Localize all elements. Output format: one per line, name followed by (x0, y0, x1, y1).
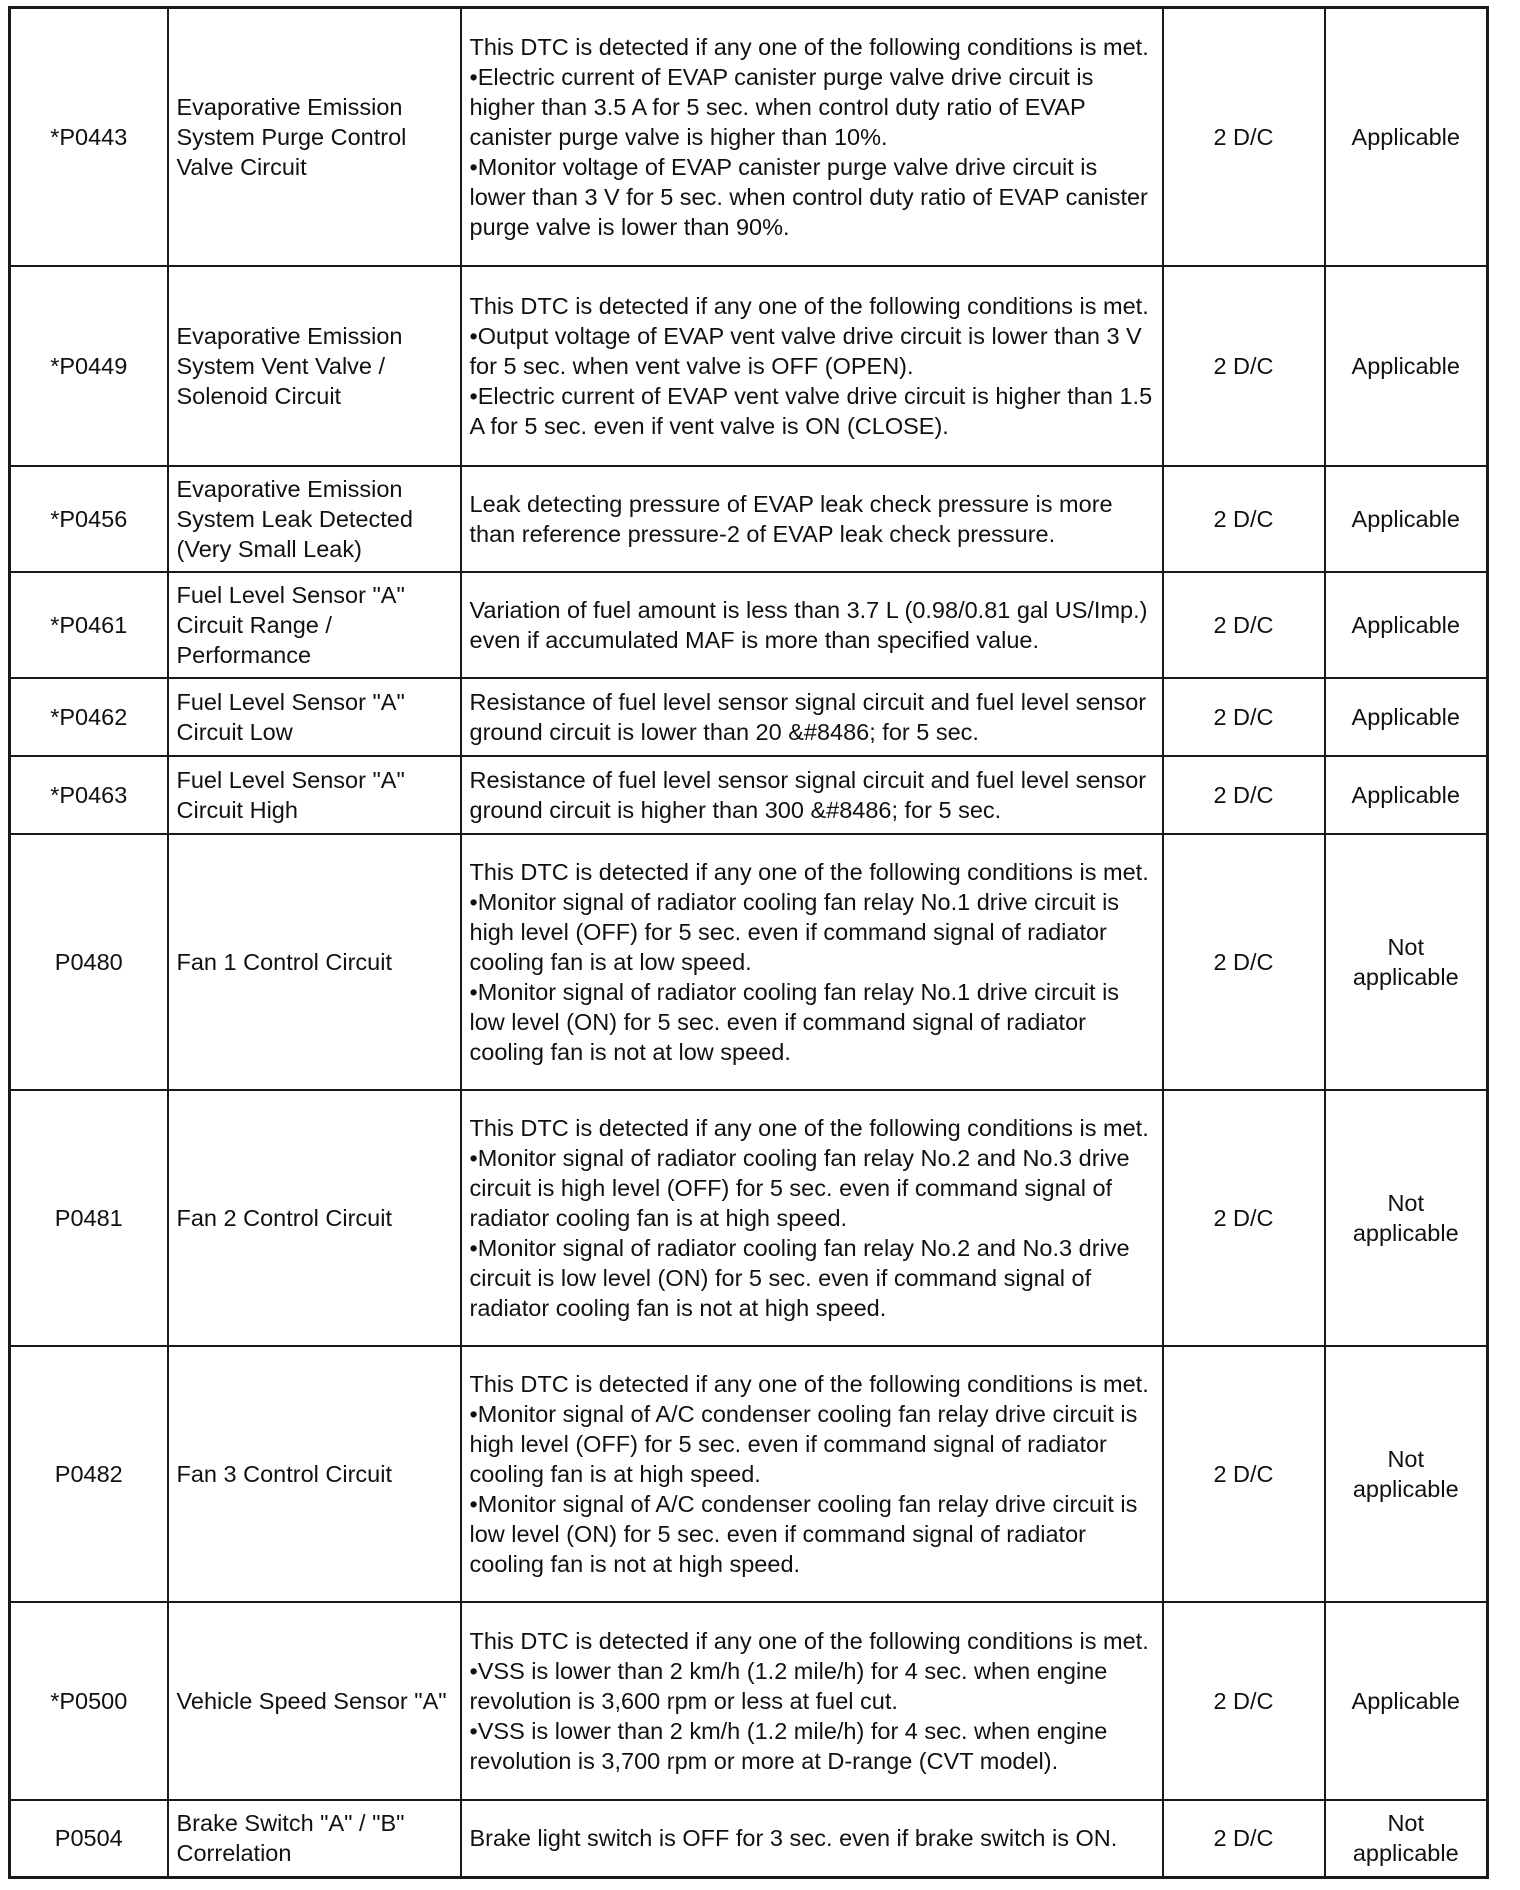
trip-cell: 2 D/C (1163, 834, 1325, 1090)
condition-line: •VSS is lower than 2 km/h (1.2 mile/h) for 4 sec. when engine revolution is 3,700 rpm or more at D-range (CVT model). (469, 1717, 1108, 1774)
condition-line: Resistance of fuel level sensor signal circuit and fuel level sensor ground circuit is lower than 20 &#8486; for 5 sec. (469, 688, 1147, 745)
condition-line: Resistance of fuel level sensor signal circuit and fuel level sensor ground circuit is higher than 300 &#8486; for 5 sec. (469, 766, 1147, 823)
detection-condition-cell (461, 466, 1163, 572)
dtc-code-cell: P0481 (10, 1090, 168, 1346)
dtc-name-cell: Fuel Level Sensor "A" Circuit Range / Performance (168, 572, 461, 678)
mil-cell: Not applicable (1325, 1346, 1488, 1602)
condition-line: •Monitor signal of radiator cooling fan relay No.2 and No.3 drive circuit is high level (OFF) for 5 sec. even if command signal of radiator cooling fan is at high speed. (469, 1144, 1130, 1231)
mil-cell: Applicable (1325, 1602, 1488, 1800)
condition-line: This DTC is detected if any one of the following conditions is met. (469, 292, 1149, 319)
dtc-code-cell: P0482 (10, 1346, 168, 1602)
detection-condition-cell (461, 1800, 1163, 1878)
dtc-code-cell: *P0463 (10, 756, 168, 834)
trip-cell: 2 D/C (1163, 8, 1325, 266)
table-row (10, 572, 1488, 678)
condition-line: This DTC is detected if any one of the following conditions is met. (469, 1114, 1149, 1141)
trip-cell: 2 D/C (1163, 1800, 1325, 1878)
table-row (10, 834, 1488, 1090)
dtc-code-cell: P0480 (10, 834, 168, 1090)
mil-cell: Applicable (1325, 466, 1488, 572)
dtc-name-cell: Fan 1 Control Circuit (168, 834, 461, 1090)
condition-line: Leak detecting pressure of EVAP leak check pressure is more than reference pressure-2 of EVAP leak check pressure. (469, 490, 1113, 547)
mil-cell: Applicable (1325, 572, 1488, 678)
dtc-code-cell: *P0461 (10, 572, 168, 678)
condition-line: •Electric current of EVAP vent valve drive circuit is higher than 1.5 A for 5 sec. even if vent valve is ON (CLOSE). (469, 382, 1153, 439)
dtc-code-cell: P0504 (10, 1800, 168, 1878)
dtc-code-cell: *P0500 (10, 1602, 168, 1800)
condition-line: Brake light switch is OFF for 3 sec. even if brake switch is ON. (469, 1825, 1118, 1852)
mil-cell: Applicable (1325, 756, 1488, 834)
mil-cell: Not applicable (1325, 1090, 1488, 1346)
dtc-code-cell: *P0456 (10, 466, 168, 572)
detection-condition-cell (461, 834, 1163, 1090)
table-row (10, 756, 1488, 834)
trip-cell: 2 D/C (1163, 1090, 1325, 1346)
dtc-name-cell: Evaporative Emission System Leak Detected (Very Small Leak) (168, 466, 461, 572)
dtc-name-cell: Brake Switch "A" / "B" Correlation (168, 1800, 461, 1878)
condition-line: Variation of fuel amount is less than 3.7 L (0.98/0.81 gal US/Imp.) even if accumulated MAF is more than specified value. (469, 596, 1148, 653)
table-row (10, 678, 1488, 756)
dtc-name-cell: Fan 2 Control Circuit (168, 1090, 461, 1346)
condition-line: •Monitor signal of A/C condenser cooling fan relay drive circuit is low level (ON) for 5 sec. even if command signal of radiator cooling fan is not at high speed. (469, 1490, 1138, 1577)
detection-condition-cell (461, 266, 1163, 466)
trip-cell: 2 D/C (1163, 266, 1325, 466)
trip-cell: 2 D/C (1163, 756, 1325, 834)
condition-line: •Monitor signal of radiator cooling fan relay No.1 drive circuit is low level (ON) for 5 sec. even if command signal of radiator cooling fan is not at low speed. (469, 978, 1120, 1065)
mil-cell: Applicable (1325, 678, 1488, 756)
mil-cell: Not applicable (1325, 834, 1488, 1090)
dtc-code-cell: *P0443 (10, 8, 168, 266)
condition-line: •Electric current of EVAP canister purge valve drive circuit is higher than 3.5 A for 5 sec. when control duty ratio of EVAP canister purge valve is higher than 10%. (469, 63, 1094, 150)
dtc-name-cell: Fan 3 Control Circuit (168, 1346, 461, 1602)
condition-line: This DTC is detected if any one of the following conditions is met. (469, 33, 1149, 60)
table-row (10, 1346, 1488, 1602)
condition-line: This DTC is detected if any one of the following conditions is met. (469, 1370, 1149, 1397)
dtc-name-cell: Evaporative Emission System Vent Valve / Solenoid Circuit (168, 266, 461, 466)
dtc-code-cell: *P0462 (10, 678, 168, 756)
detection-condition-cell (461, 1090, 1163, 1346)
trip-cell: 2 D/C (1163, 466, 1325, 572)
detection-condition-cell (461, 1602, 1163, 1800)
dtc-table-page (8, 6, 1486, 1879)
condition-line: •VSS is lower than 2 km/h (1.2 mile/h) for 4 sec. when engine revolution is 3,600 rpm or less at fuel cut. (469, 1657, 1108, 1714)
condition-line: This DTC is detected if any one of the following conditions is met. (469, 858, 1149, 885)
detection-condition-cell (461, 8, 1163, 266)
dtc-name-cell: Fuel Level Sensor "A" Circuit High (168, 756, 461, 834)
table-row (10, 1090, 1488, 1346)
condition-line: •Monitor signal of radiator cooling fan relay No.1 drive circuit is high level (OFF) for 5 sec. even if command signal of radiator cooling fan is at low speed. (469, 888, 1120, 975)
trip-cell: 2 D/C (1163, 678, 1325, 756)
dtc-name-cell: Vehicle Speed Sensor "A" (168, 1602, 461, 1800)
table-row (10, 466, 1488, 572)
dtc-name-cell: Fuel Level Sensor "A" Circuit Low (168, 678, 461, 756)
dtc-name-cell: Evaporative Emission System Purge Control Valve Circuit (168, 8, 461, 266)
condition-line: This DTC is detected if any one of the following conditions is met. (469, 1627, 1149, 1654)
dtc-code-cell: *P0449 (10, 266, 168, 466)
table-row (10, 1800, 1488, 1878)
detection-condition-cell (461, 756, 1163, 834)
table-row (10, 8, 1488, 266)
trip-cell: 2 D/C (1163, 1346, 1325, 1602)
condition-line: •Monitor signal of radiator cooling fan relay No.2 and No.3 drive circuit is low level (ON) for 5 sec. even if command signal of radiator cooling fan is not at high speed. (469, 1234, 1130, 1321)
detection-condition-cell (461, 572, 1163, 678)
mil-cell: Applicable (1325, 8, 1488, 266)
condition-line: •Monitor signal of A/C condenser cooling fan relay drive circuit is high level (OFF) for 5 sec. even if command signal of radiator cooling fan is at high speed. (469, 1400, 1138, 1487)
table-row (10, 266, 1488, 466)
trip-cell: 2 D/C (1163, 1602, 1325, 1800)
detection-condition-cell (461, 1346, 1163, 1602)
mil-cell: Not applicable (1325, 1800, 1488, 1878)
trip-cell: 2 D/C (1163, 572, 1325, 678)
condition-line: •Monitor voltage of EVAP canister purge valve drive circuit is lower than 3 V for 5 sec. when control duty ratio of EVAP canister purge valve is lower than 90%. (469, 153, 1148, 240)
dtc-table (8, 6, 1489, 1879)
mil-cell: Applicable (1325, 266, 1488, 466)
detection-condition-cell (461, 678, 1163, 756)
dtc-table-body (10, 8, 1488, 1878)
condition-line: •Output voltage of EVAP vent valve drive circuit is lower than 3 V for 5 sec. when vent valve is OFF (OPEN). (469, 322, 1142, 379)
table-row (10, 1602, 1488, 1800)
